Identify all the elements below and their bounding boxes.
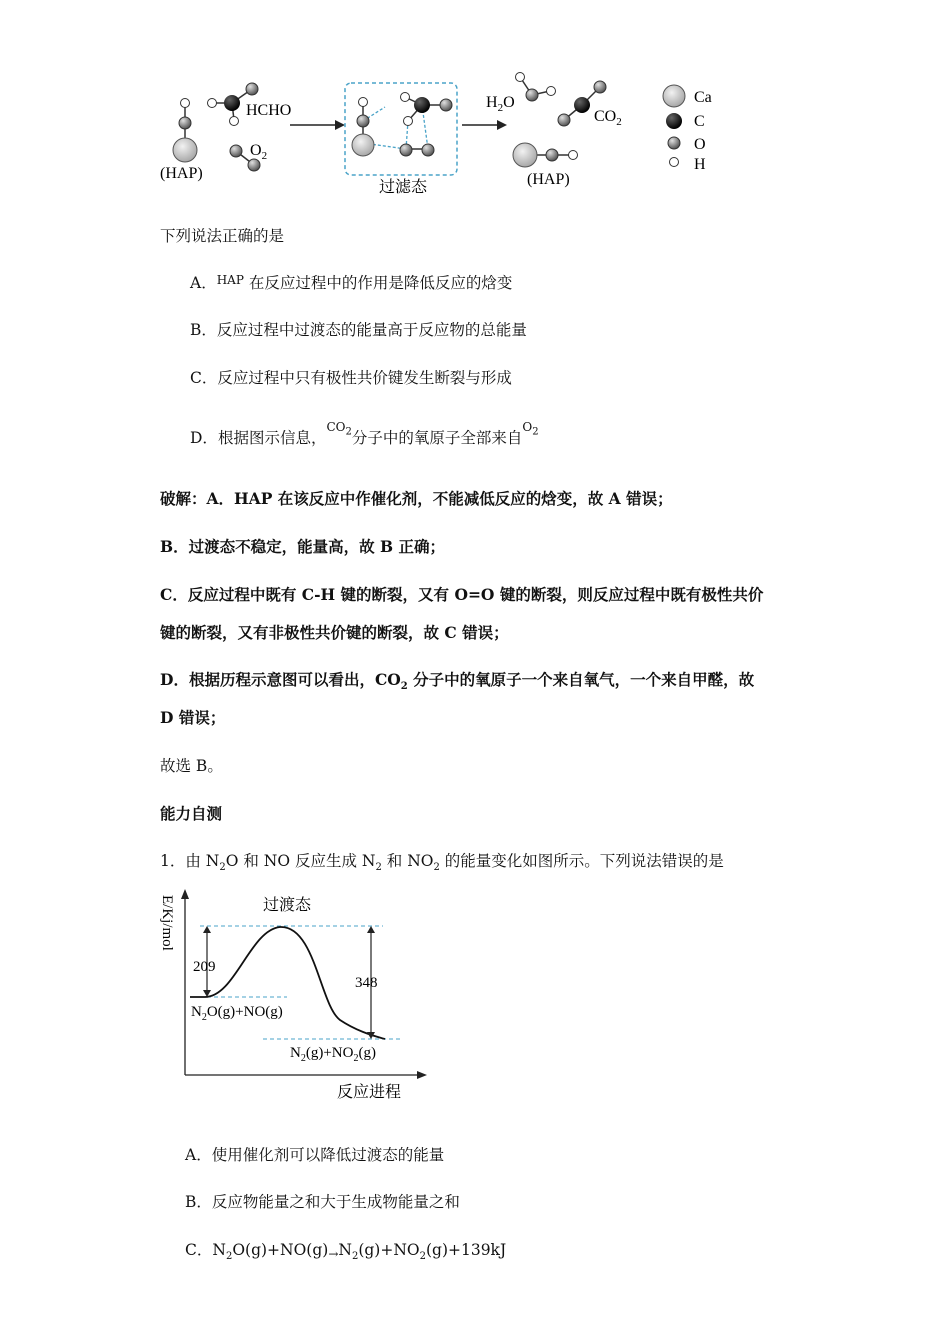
energy-diagram — [155, 885, 445, 1105]
o2-molecule — [230, 142, 267, 171]
x-axis-label: 反应进程 — [337, 1084, 402, 1101]
hcho-molecule — [208, 83, 292, 126]
y-axis-label: E/Kj/mol — [159, 895, 175, 951]
solution-line-4: 键的断裂，又有非极性共价键的断裂，故 C 错误； — [160, 623, 509, 642]
hap-left-molecule — [160, 99, 203, 183]
activation-energy-label: 209 — [193, 959, 216, 975]
reverse-energy-label: 348 — [355, 975, 378, 991]
q1-option-a: A．使用催化剂可以降低过渡态的能量 — [185, 1146, 445, 1164]
svg-text:Ca: Ca — [694, 89, 712, 106]
q1-stem: 1．由 $N_2O$ 和 NO 反应生成 $N_2$ 和 $NO_2$ 的能量变化如图所示。下列说法错误的是 — [160, 852, 724, 874]
svg-text:H2O: $H_2O$ — [486, 94, 515, 114]
solution-line-3: C．反应过程中既有 C-H 键的断裂，又有 O=O 键的断裂，则反应过程中既有极性共价 — [160, 585, 764, 604]
svg-text:CO2: $CO_2$ — [594, 108, 622, 128]
co2-molecule — [558, 81, 622, 128]
question-stem: 下列说法正确的是 — [160, 227, 285, 245]
hap-right-label: (HAP) — [527, 171, 570, 188]
solution-line-6: D 错误； — [160, 708, 226, 727]
h2o-molecule — [486, 73, 556, 115]
option-a: A．$^{HAP}$ 在反应过程中的作用是降低反应的焓变 — [190, 273, 513, 292]
svg-text:O: O — [694, 136, 706, 153]
transition-state — [345, 83, 457, 196]
svg-text:H: H — [694, 156, 706, 173]
solution-line-1: 破解：A．HAP 在该反应中作催化剂，不能减低反应的焓变，故 A 错误； — [160, 489, 673, 508]
hcho-label: HCHO — [246, 102, 292, 119]
option-c: C．反应过程中只有极性共价键发生断裂与形成 — [190, 369, 512, 387]
q1-option-c: C．$N_2O(g)+NO(g)\to N_2(g)+NO_2(g)+139kJ$ — [185, 1241, 507, 1263]
solution-line-5: D．根据历程示意图可以看出，$CO_2$ 分子中的氧原子一个来自氧气，一个来自甲醛，故 — [160, 670, 755, 693]
answer-line: 故选 B。 — [160, 757, 223, 775]
solution-line-2: B．过渡态不稳定，能量高，故 B 正确； — [160, 537, 445, 556]
reactants-label: $N_2O(g)+NO(g)$ — [191, 1004, 283, 1023]
option-d: D．根据图示信息，$^{CO_2}$分子中的氧原子全部来自$^{O_2}$ — [190, 420, 539, 447]
products-label: $N_2(g)+NO_2(g)$ — [290, 1045, 376, 1064]
mechanism-figure — [150, 65, 730, 200]
transition-state-label: 过渡态 — [263, 897, 312, 914]
q1-option-b: B．反应物能量之和大于生成物能量之和 — [185, 1193, 460, 1211]
svg-text:C: C — [694, 113, 705, 130]
option-b: B．反应过程中过渡态的能量高于反应物的总能量 — [190, 321, 527, 339]
section-title: 能力自测 — [160, 804, 223, 823]
hap-left-label: (HAP) — [160, 165, 203, 182]
hap-right-molecule — [513, 143, 578, 188]
atom-legend — [663, 85, 712, 173]
svg-text:O2: $O_2$ — [250, 142, 268, 162]
transition-state-label: 过滤态 — [379, 179, 428, 196]
